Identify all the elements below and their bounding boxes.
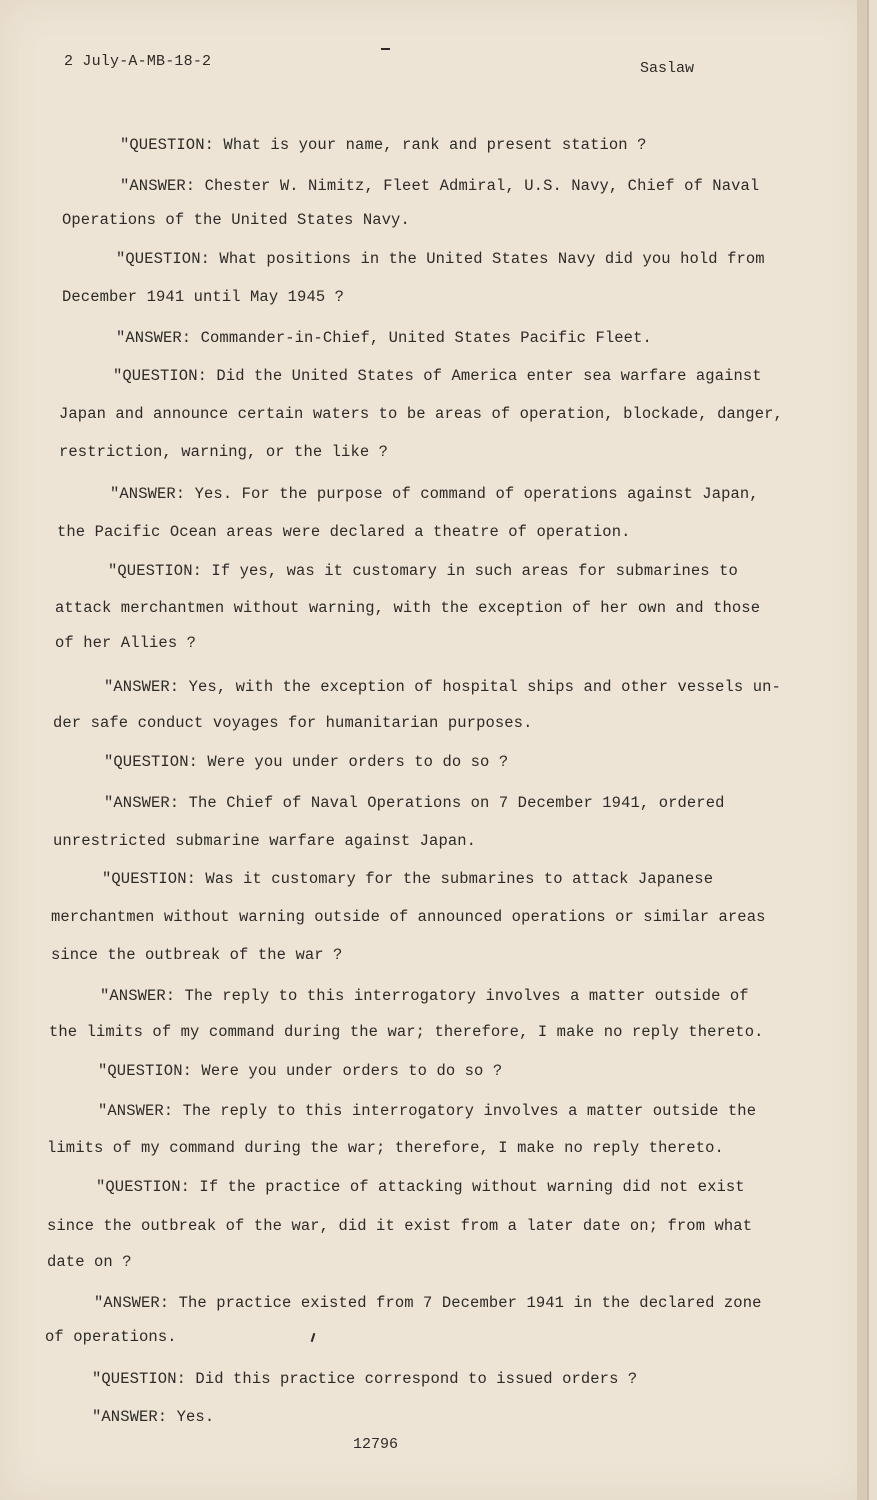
- text-line: the limits of my command during the war; therefore, I make no reply thereto.: [49, 1023, 764, 1041]
- text-line: "ANSWER: Chester W. Nimitz, Fleet Admiral, U.S. Navy, Chief of Naval: [120, 177, 760, 195]
- text-line: "QUESTION: Were you under orders to do so ?: [104, 753, 509, 771]
- text-line: "ANSWER: Commander-in-Chief, United States Pacific Fleet.: [116, 329, 652, 347]
- top-dash-mark: [381, 48, 390, 50]
- text-line: the Pacific Ocean areas were declared a theatre of operation.: [57, 523, 631, 541]
- reporter-name: Saslaw: [640, 60, 695, 77]
- text-line: unrestricted submarine warfare against Japan.: [53, 832, 477, 850]
- text-line: "ANSWER: The reply to this interrogatory involves a matter outside of: [100, 987, 749, 1005]
- text-line: "QUESTION: Were you under orders to do so ?: [98, 1062, 503, 1080]
- text-line: since the outbreak of the war, did it exist from a later date on; from what: [47, 1217, 753, 1235]
- text-line: since the outbreak of the war ?: [51, 946, 343, 964]
- text-line: December 1941 until May 1945 ?: [62, 288, 345, 306]
- text-line: "ANSWER: The reply to this interrogatory involves a matter outside the: [98, 1102, 757, 1120]
- text-line: "QUESTION: What is your name, rank and present station ?: [120, 136, 647, 154]
- text-line: restriction, warning, or the like ?: [59, 443, 389, 461]
- text-line: "ANSWER: Yes.: [92, 1408, 215, 1426]
- pen-mark: [311, 1333, 316, 1342]
- text-line: date on ?: [47, 1253, 132, 1271]
- text-line: "QUESTION: If yes, was it customary in such areas for submarines to: [108, 562, 738, 580]
- text-line: Japan and announce certain waters to be areas of operation, blockade, danger,: [59, 405, 783, 423]
- text-line: "ANSWER: Yes, with the exception of hospital ships and other vessels un-: [104, 678, 781, 696]
- text-line: "QUESTION: Did this practice correspond to issued orders ?: [92, 1370, 638, 1388]
- text-line: "QUESTION: Did the United States of America enter sea warfare against: [113, 367, 762, 385]
- text-line: "QUESTION: Was it customary for the submarines to attack Japanese: [102, 870, 714, 888]
- text-line: der safe conduct voyages for humanitarian purposes.: [53, 714, 533, 732]
- text-line: "QUESTION: What positions in the United States Navy did you hold from: [116, 250, 765, 268]
- text-line: attack merchantmen without warning, with the exception of her own and those: [55, 599, 761, 617]
- text-line: "ANSWER: The Chief of Naval Operations on 7 December 1941, ordered: [104, 794, 725, 812]
- text-line: "QUESTION: If the practice of attacking without warning did not exist: [96, 1178, 745, 1196]
- document-reference: 2 July-A-MB-18-2: [64, 53, 212, 70]
- text-line: merchantmen without warning outside of announced operations or similar areas: [51, 908, 766, 926]
- text-line: "ANSWER: Yes. For the purpose of command of operations against Japan,: [110, 485, 759, 503]
- text-line: Operations of the United States Navy.: [62, 211, 410, 229]
- text-line: "ANSWER: The practice existed from 7 December 1941 in the declared zone: [94, 1294, 762, 1312]
- text-line: limits of my command during the war; therefore, I make no reply thereto.: [47, 1139, 724, 1157]
- text-line: of her Allies ?: [55, 634, 197, 652]
- text-line: of operations.: [45, 1328, 177, 1346]
- page-number: 12796: [353, 1436, 399, 1453]
- page-edge: [857, 0, 867, 1500]
